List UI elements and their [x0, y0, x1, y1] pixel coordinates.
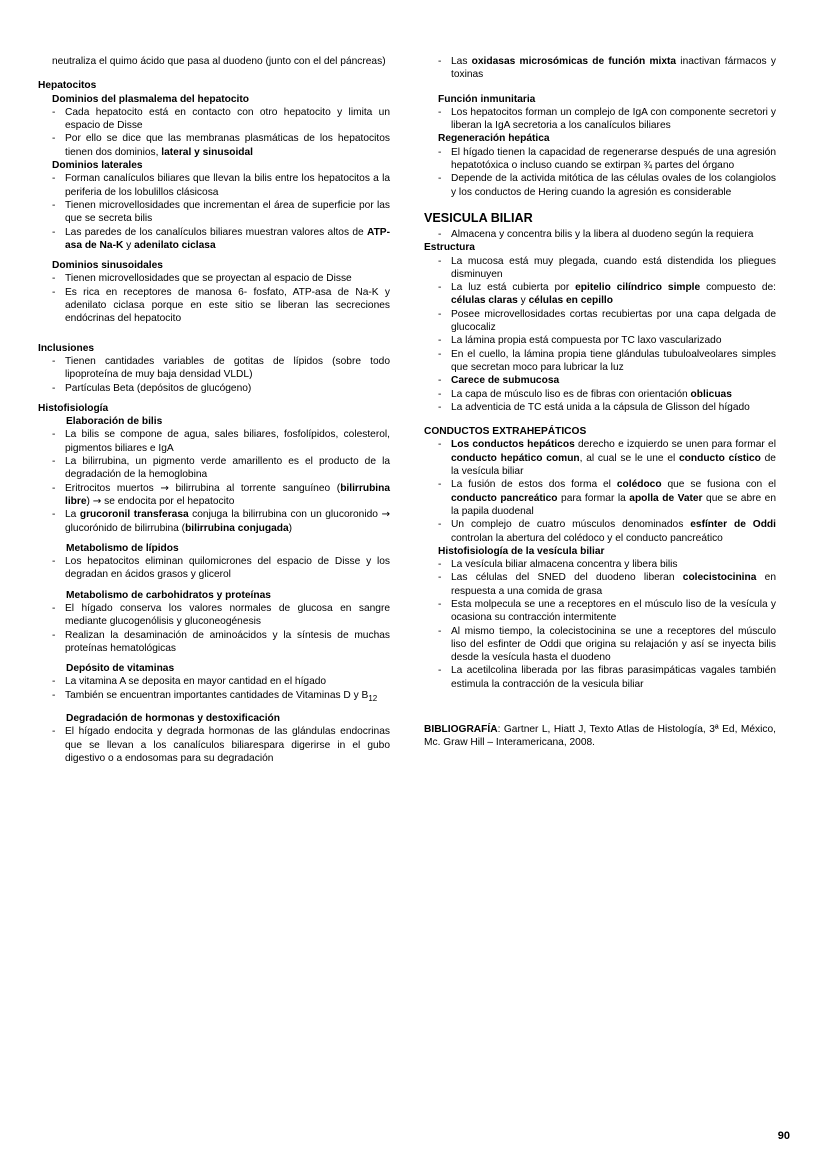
list-dominios-laterales — [38, 172, 390, 252]
right-column — [424, 55, 776, 750]
heading-regeneracion-hepatica: Regeneración hepática — [438, 133, 550, 145]
heading-histofisiologia: Histofisiología — [38, 402, 109, 414]
list-inmunitaria — [424, 106, 776, 133]
list-item: - Los hepatocitos eliminan quilomicrones del espacio de Disse y los degradan en ácidos grasos y glicerol — [38, 555, 390, 582]
list-item: - En el cuello, la lámina propia tiene glándulas tubuloalveolares simples que secretan moco para lubricar la luz — [424, 348, 776, 375]
list-item: - La adventicia de TC está unida a la cápsula de Glisson del hígado — [424, 401, 776, 414]
list-item: - Almacena y concentra bilis y la libera al duodeno según la requiera — [424, 228, 776, 241]
list-item: - Depende de la activida mitótica de las células ovales de los colangiolos y los conductos de Hering cuando la agresión es considerable — [424, 172, 776, 199]
list-oxidasas — [424, 55, 776, 82]
list-item: - La bilis se compone de agua, sales biliares, fosfolípidos, colesterol, pigmentos biliares e IgA — [38, 428, 390, 455]
list-item: - La vesícula biliar almacena concentra y libera bilis — [424, 558, 776, 571]
heading-funcion-inmunitaria: Función inmunitaria — [438, 93, 536, 105]
list-dominios-sinusoidales — [38, 272, 390, 325]
list-item: - El hígado tienen la capacidad de regenerarse después de una agresión hepatotóxica o incluso cuando se extirpan ¾ partes del órgano — [424, 146, 776, 173]
heading-vesicula-biliar: VESICULA BILIAR — [424, 210, 533, 225]
left-column — [38, 55, 390, 765]
list-item: - Los conductos hepáticos derecho e izquierdo se unen para formar el conducto hepático comun, al cual se le une el conducto cístico de la vesícula biliar — [424, 438, 776, 478]
list-item: - También se encuentran importantes cantidades de Vitaminas D y $B_{12}$ — [38, 689, 390, 705]
heading-inclusiones: Inclusiones — [38, 342, 95, 354]
list-item: - Tienen microvellosidades que incrementan el área de superficie por las que se secreta bilis — [38, 199, 390, 226]
list-item: - Los hepatocitos forman un complejo de IgA con componente secretori y liberan la IgA secretoria a los canalículos biliares — [424, 106, 776, 133]
list-item: - Carece de submucosa — [424, 374, 776, 387]
list-item: - Es rica en receptores de manosa 6- fosfato, ATP-asa de Na-K y adenilato ciclasa porque en este sitio se liberan las secreciones endócrinas del hepatocito — [38, 286, 390, 326]
list-item: - Tienen microvellosidades que se proyectan al espacio de Disse — [38, 272, 390, 285]
list-item: - Las células del SNED del duodeno liberan colecistocinina en respuesta a una comida de grasa — [424, 571, 776, 598]
heading-metabolismo-carbohidratos: Metabolismo de carbohidratos y proteínas — [66, 589, 271, 601]
list-item: - Al mismo tiempo, la colecistocinina se une a receptores del músculo liso del esfinter de Oddi que origina su relajación y así se inyecta bilis desde la vesícula hasta el duodeno — [424, 625, 776, 665]
list-histo-vesicula — [424, 558, 776, 691]
heading-hepatocitos: Hepatocitos — [38, 80, 97, 92]
list-item: - La capa de músculo liso es de fibras con orientación oblicuas — [424, 388, 776, 401]
list-item: - Un complejo de cuatro músculos denominados esfínter de Oddi controlan la abertura del colédoco y el conducto pancreático — [424, 518, 776, 545]
heading-conductos-extrahepaticos: CONDUCTOS EXTRAHEPÁTICOS — [424, 426, 587, 438]
list-item: - La vitamina A se deposita en mayor cantidad en el hígado — [38, 675, 390, 688]
list-lipidos — [38, 555, 390, 582]
list-inclusiones — [38, 355, 390, 395]
heading-histofisiologia-vesicula: Histofisiología de la vesícula biliar — [438, 545, 605, 557]
list-item: - El hígado conserva los valores normales de glucosa en sangre mediante glucogenólisis y gluconeogénesis — [38, 602, 390, 629]
list-item: - La luz está cubierta por epitelio cilíndrico simple compuesto de: células claras y células en cepillo — [424, 281, 776, 308]
list-item: - La fusión de estos dos forma el colédoco que se fusiona con el conducto pancreático para formar la apolla de Vater que se abre en la papila duodenal — [424, 478, 776, 518]
heading-dominios-sinusoidales: Dominios sinusoidales — [52, 260, 163, 272]
list-item: - Realizan la desaminación de aminoácidos y la síntesis de muchas proteínas hematológicas — [38, 629, 390, 656]
heading-metabolismo-lipidos: Metabolismo de lípidos — [66, 542, 179, 554]
list-vitaminas — [38, 675, 390, 705]
list-item: - Las oxidasas microsómicas de función mixta inactivan fármacos y toxinas — [424, 55, 776, 82]
list-item: - El hígado endocita y degrada hormonas de las glándulas endocrinas que se llevan a los canalículos biliarespara digerirse in el gubo digestivo o a endosomas para su degradación — [38, 725, 390, 765]
list-plasmalema — [38, 106, 390, 159]
list-item: - La bilirrubina, un pigmento verde amarillento es el producto de la degradación de la hemoglobina — [38, 455, 390, 482]
heading-elaboracion-bilis: Elaboración de bilis — [66, 416, 163, 428]
list-item: - Esta molpecula se une a receptores en el músculo liso de la vesícula y ocasiona su contracción intermitente — [424, 598, 776, 625]
list-item: - La lámina propia está compuesta por TC laxo vascularizado — [424, 334, 776, 347]
list-estructura — [424, 255, 776, 415]
list-item: - La mucosa está muy plegada, cuando está distendida los pliegues disminuyen — [424, 255, 776, 282]
intro-paragraph: neutraliza el quimo ácido que pasa al duodeno (junto con el del páncreas) — [52, 56, 386, 67]
list-carbohidratos — [38, 602, 390, 655]
list-item: - Cada hepatocito está en contacto con otro hepatocito y limita un espacio de Disse — [38, 106, 390, 133]
list-item: - La acetilcolina liberada por las fibras parasimpáticas vagales también estimula la contracción de la vesicula biliar — [424, 664, 776, 691]
heading-estructura: Estructura — [424, 242, 475, 254]
list-item: - Eritrocitos muertos → bilirrubina al torrente sanguíneo (bilirrubina libre) → se endocita por el hepatocito — [38, 482, 390, 509]
list-bilis — [38, 428, 390, 534]
list-item: - Las paredes de los canalículos biliares muestran valores altos de ATP-asa de Na-K y adenilato ciclasa — [38, 226, 390, 253]
list-vesicula — [424, 228, 776, 241]
list-degradacion — [38, 725, 390, 765]
heading-deposito-vitaminas: Depósito de vitaminas — [66, 663, 175, 675]
list-item: - La grucoronil transferasa conjuga la bilirrubina con un glucoronido → glucorónido de bilirrubina (bilirrubina conjugada) — [38, 508, 390, 535]
bibliography: BIBLIOGRAFÍA: Gartner L, Hiatt J, Texto Atlas de Histología, 3ª Ed, México, Mc. Graw Hill – Interamericana, 2008. — [424, 724, 776, 749]
list-item: - Partículas Beta (depósitos de glucógeno) — [38, 382, 390, 395]
list-regeneracion — [424, 146, 776, 199]
list-item: - Posee microvellosidades cortas recubiertas por una capa delgada de glucocaliz — [424, 308, 776, 335]
list-item: - Por ello se dice que las membranas plasmáticas de los hepatocitos tienen dos dominios, lateral y sinusoidal — [38, 132, 390, 159]
page-number: 90 — [777, 1129, 790, 1142]
list-item: - Tienen cantidades variables de gotitas de lípidos (sobre todo lipoproteína de muy baja densidad VLDL) — [38, 355, 390, 382]
two-column-layout — [38, 55, 790, 765]
heading-dominios-plasmalema: Dominios del plasmalema del hepatocito — [52, 93, 250, 105]
heading-degradacion-hormonas: Degradación de hormonas y destoxificación — [66, 713, 280, 725]
list-conductos — [424, 438, 776, 544]
list-item: - Forman canalículos biliares que llevan la bilis entre los hepatocitos a la periferia de los lobulillos clásicosa — [38, 172, 390, 199]
heading-dominios-laterales: Dominios laterales — [52, 160, 143, 172]
